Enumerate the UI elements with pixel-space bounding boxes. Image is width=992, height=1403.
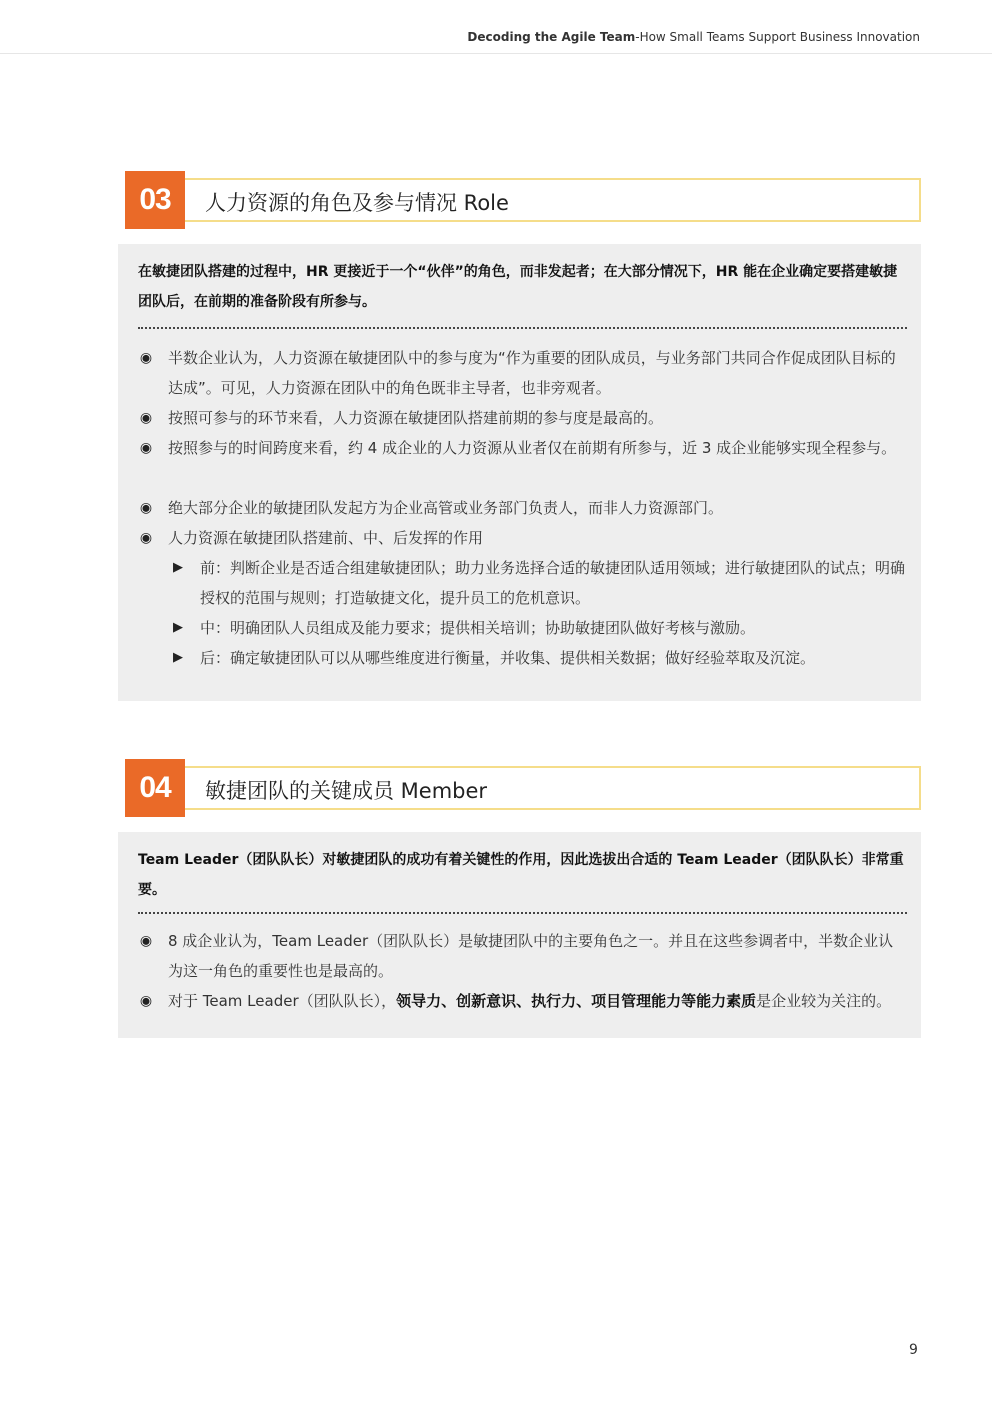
sub-list-item: ▶ 后：确定敏捷团队可以从哪些维度进行衡量，并收集、提供相关数据；做好经验萃取及沉淀。 bbox=[170, 643, 907, 673]
bullet-icon: ◉ bbox=[139, 500, 153, 516]
triangle-bullet-icon: ▶ bbox=[173, 650, 183, 665]
list-item: ◉ 对于 Team Leader（团队队长），领导力、创新意识、执行力、项目管理能力等能力素质是企业较为关注的。 bbox=[138, 986, 907, 1016]
sub-list-item: ▶ 前：判断企业是否适合组建敏捷团队；助力业务选择合适的敏捷团队适用领域；进行敏捷团队的试点；明确授权的范围与规则；打造敏捷文化，提升员工的危机意识。 bbox=[170, 553, 907, 613]
section-04-content-box bbox=[118, 832, 921, 1038]
list-item: ◉ 半数企业认为，人力资源在敏捷团队中的参与度为“作为重要的团队成员，与业务部门共同合作促成团队目标的达成”。可见，人力资源在团队中的角色既非主导者，也非旁观者。 bbox=[138, 343, 907, 403]
section-title: 敏捷团队的关键成员 Member bbox=[205, 779, 488, 803]
bullet-icon: ◉ bbox=[139, 530, 153, 546]
section-intro: Team Leader（团队队长）对敏捷团队的成功有着关键性的作用，因此选拔出合适的 Team Leader（团队队长）非常重要。 bbox=[138, 852, 904, 898]
bullet-icon: ◉ bbox=[139, 440, 153, 456]
section-number-badge: 04 bbox=[125, 759, 185, 817]
emphasis-text: 领导力、创新意识、执行力、项目管理能力等能力素质 bbox=[396, 992, 757, 1010]
header-title-rest: -How Small Teams Support Business Innovation bbox=[635, 30, 920, 44]
section-03-heading bbox=[125, 178, 921, 222]
header-divider bbox=[0, 53, 992, 54]
list-item: ◉ 绝大部分企业的敏捷团队发起方为企业高管或业务部门负责人，而非人力资源部门。 bbox=[138, 493, 907, 523]
bullet-icon: ◉ bbox=[139, 410, 153, 426]
section-title: 人力资源的角色及参与情况 Role bbox=[205, 191, 509, 215]
bullet-icon: ◉ bbox=[139, 933, 153, 949]
sub-list-item: ▶ 中：明确团队人员组成及能力要求；提供相关培训；协助敏捷团队做好考核与激励。 bbox=[170, 613, 907, 643]
bullet-icon: ◉ bbox=[139, 350, 153, 366]
section-03-content-box bbox=[118, 244, 921, 701]
section-number-badge: 03 bbox=[125, 171, 185, 229]
list-item: ◉ 8 成企业认为，Team Leader（团队队长）是敏捷团队中的主要角色之一。并且在这些参调者中，半数企业认为这一角色的重要性也是最高的。 bbox=[138, 926, 907, 986]
list-item: ◉ 按照可参与的环节来看，人力资源在敏捷团队搭建前期的参与度是最高的。 bbox=[138, 403, 907, 433]
list-item: ◉ 人力资源在敏捷团队搭建前、中、后发挥的作用 bbox=[138, 523, 907, 553]
dotted-divider bbox=[138, 912, 907, 914]
section-04-heading bbox=[125, 766, 921, 810]
section-intro: 在敏捷团队搭建的过程中，HR 更接近于一个“伙伴”的角色，而非发起者；在大部分情况下，HR 能在企业确定要搭建敏捷团队后，在前期的准备阶段有所参与。 bbox=[138, 264, 898, 310]
list-item: ◉ 按照参与的时间跨度来看，约 4 成企业的人力资源从业者仅在前期有所参与，近 3 成企业能够实现全程参与。 bbox=[138, 433, 907, 463]
page-number: 9 bbox=[909, 1342, 918, 1358]
triangle-bullet-icon: ▶ bbox=[173, 560, 183, 575]
running-header bbox=[467, 30, 920, 44]
triangle-bullet-icon: ▶ bbox=[173, 620, 183, 635]
header-title-bold: Decoding the Agile Team bbox=[467, 30, 636, 44]
bullet-icon: ◉ bbox=[139, 993, 153, 1009]
dotted-divider bbox=[138, 327, 907, 329]
